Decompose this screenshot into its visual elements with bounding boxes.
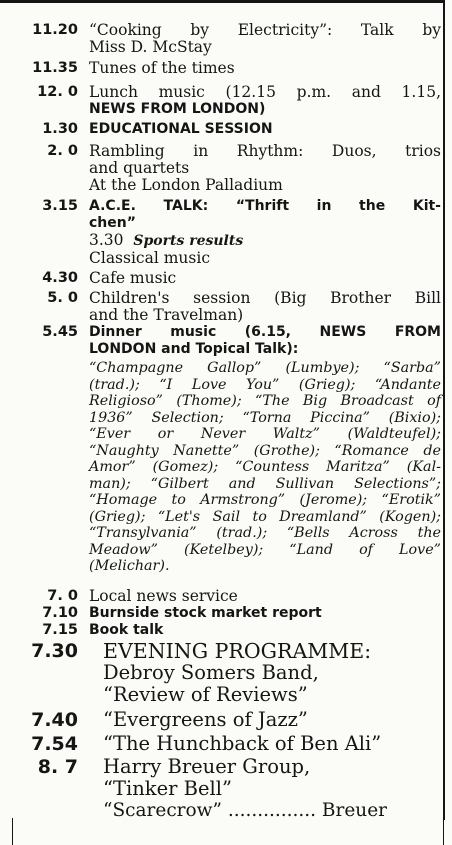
entry-description: [103, 640, 443, 706]
bottom-left-rule: [12, 818, 13, 845]
entry-description: [89, 324, 441, 358]
top-border-rule: [0, 0, 444, 3]
entry-description: [89, 290, 441, 324]
entry-time: 7.54: [31, 733, 78, 755]
entry-description: [89, 270, 441, 287]
entry-line: Local news service: [89, 587, 238, 605]
entry-description: [103, 733, 443, 755]
music-line: man); “Gilbert and Sullivan Selections”;: [89, 475, 441, 492]
entry-line: “The Hunchback of Ben Ali”: [103, 732, 382, 755]
entry-time: 5.45: [42, 324, 78, 340]
entry-time: 2. 0: [47, 143, 78, 159]
music-line: (Grieg); “Let's Sail to Dreamland” (Kogen);: [89, 508, 441, 525]
entry-line: Debroy Somers Band,: [103, 661, 319, 684]
sub-time: 3.30: [89, 231, 124, 249]
entry-description: [89, 84, 441, 118]
entry-line: Cafe music: [89, 269, 177, 287]
music-line: (Melichar).: [89, 558, 170, 574]
entry-time: 7.10: [42, 605, 78, 621]
entry-line: Dinner music (6.15, NEWS FROM: [89, 324, 441, 340]
dinner-music-list: [89, 360, 441, 575]
music-line: Religioso” (Thome); “The Big Broadcast of: [89, 393, 441, 409]
music-line: “Homage to Armstrong” (Jerome); “Erotik”: [89, 492, 441, 508]
entry-line: “Evergreens of Jazz”: [103, 708, 308, 731]
music-line: “Ever or Never Waltz” (Waldteufel);: [89, 426, 441, 442]
entry-line: “Review of Reviews”: [103, 683, 308, 706]
entry-time: 7.15: [42, 622, 78, 638]
bottom-right-rule: [443, 818, 444, 845]
entry-line: EVENING PROGRAMME:: [103, 639, 372, 663]
entry-time: 11.20: [32, 22, 78, 38]
entry-line: Harry Breuer Group,: [103, 755, 311, 778]
entry-time: 8. 7: [37, 756, 78, 778]
entry-line: Classical music: [89, 249, 211, 267]
music-line: 1936” Selection; “Torna Piccina” (Bixio);: [89, 409, 441, 426]
entry-line: Book talk: [89, 622, 164, 638]
entry-line: LONDON and Topical Talk):: [89, 341, 299, 357]
music-line: (trad.); “I Love You” (Grieg); “Andante: [89, 376, 441, 393]
music-line: “Naughty Nanette” (Grothe); “Romance de: [89, 442, 441, 459]
entry-description: [89, 605, 441, 622]
entry-line: “Scarecrow” ............... Breuer: [103, 800, 388, 821]
entry-line: At the London Palladium: [89, 176, 283, 194]
entry-time: 11.35: [32, 60, 78, 76]
music-line: Amor” (Gomez); “Countess Maritza” (Kal-: [89, 459, 441, 475]
entry-time: 3.15: [42, 198, 78, 214]
entry-time: 5. 0: [47, 290, 78, 306]
entry-line: Children's session (Big Brother Bill: [89, 289, 441, 307]
music-line: “Transylvania” (trad.); “Bells Across the: [89, 525, 441, 541]
entry-time: 7. 0: [47, 588, 78, 604]
entry-description: [103, 709, 443, 731]
entry-description: [103, 756, 443, 822]
sub-item: Sports results: [133, 233, 244, 249]
entry-description: [89, 588, 441, 605]
entry-line: Tunes of the times: [89, 59, 235, 77]
entry-description: [89, 60, 441, 77]
entry-line: “Tinker Bell”: [103, 777, 232, 800]
entry-line: chen”: [89, 215, 136, 231]
entry-line: Rambling in Rhythm: Duos, trios: [89, 142, 441, 160]
entry-time: 1.30: [42, 121, 78, 137]
music-line: “Champagne Gallop” (Lumbye); “Sarba”: [89, 360, 441, 376]
entry-line: and quartets: [89, 159, 190, 177]
music-line: Meadow” (Ketelbey); “Land of Love”: [89, 541, 441, 558]
entry-line: NEWS FROM LONDON): [89, 101, 266, 117]
right-column-rule: [443, 0, 445, 820]
entry-line: EDUCATIONAL SESSION: [89, 121, 273, 137]
entry-line: and the Travelman): [89, 306, 244, 324]
entry-time: 4.30: [42, 270, 78, 286]
entry-line: Lunch music (12.15 p.m. and 1.15,: [89, 83, 441, 101]
entry-time: 7.30: [31, 640, 78, 662]
entry-line: Miss D. McStay: [89, 38, 212, 56]
entry-line: [89, 232, 441, 250]
entry-description: [89, 22, 441, 56]
entry-description: [89, 198, 441, 267]
entry-line: “Cooking by Electricity”: Talk by: [89, 21, 441, 39]
entry-description: [89, 622, 441, 639]
entry-description: [89, 121, 441, 138]
entry-line: A.C.E. TALK: “Thrift in the Kit-: [89, 198, 441, 214]
entry-time: 12. 0: [37, 84, 78, 100]
entry-description: [89, 143, 441, 194]
entry-line: Burnside stock market report: [89, 605, 322, 621]
entry-time: 7.40: [31, 709, 78, 731]
